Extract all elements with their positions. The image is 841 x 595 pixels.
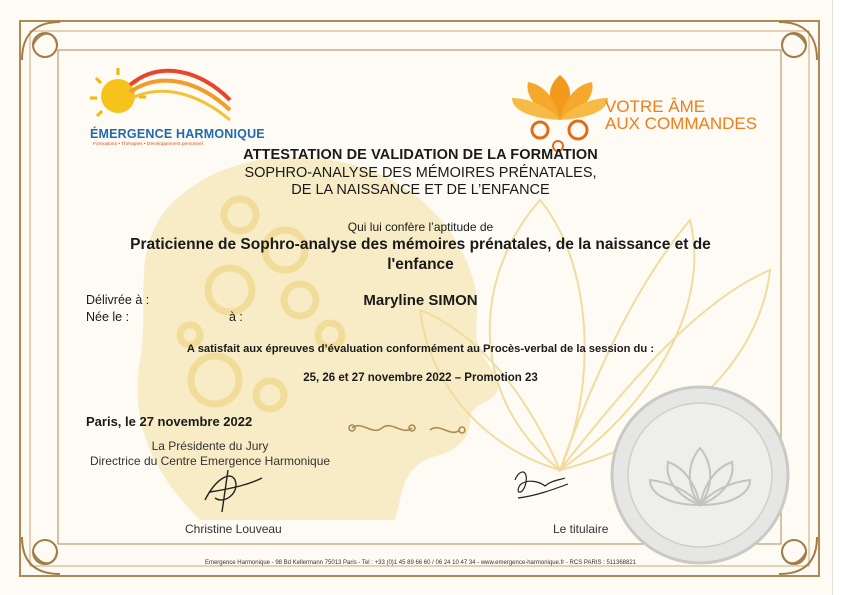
recipient-name: Maryline SIMON: [363, 292, 478, 309]
born-at-label: à :: [229, 310, 243, 324]
qualification-line1: Praticienne de Sophro-analyse des mémoires prénatales, de la naissance et de: [130, 236, 711, 253]
jury-role: Directrice du Centre Emergence Harmonique: [89, 454, 331, 468]
left-logo-name: ÉMERGENCE HARMONIQUE: [90, 127, 265, 141]
right-logo-line1: VOTRE ÂME: [605, 97, 706, 116]
holder-signature: [515, 472, 568, 498]
emergence-harmonique-logo-icon: [90, 68, 230, 120]
place-date: Paris, le 27 novembre 2022: [86, 414, 253, 429]
confers-text: Qui lui confère l’aptitude de: [347, 220, 494, 234]
left-logo-tagline: Formations • Thérapies • Développement personnel: [93, 142, 203, 147]
holder-label: Le titulaire: [553, 522, 609, 536]
jury-title: La Présidente du Jury: [151, 439, 269, 453]
votre-ame-logo-icon: [512, 75, 608, 151]
born-label: Née le :: [86, 310, 130, 324]
certificate-title: ATTESTATION DE VALIDATION DE LA FORMATION: [243, 147, 598, 163]
session-dates: 25, 26 et 27 novembre 2022 – Promotion 23: [303, 372, 538, 384]
qualification: [0, 235, 841, 275]
subtitle-line2: DE LA NAISSANCE ET DE L’ENFANCE: [291, 182, 550, 198]
subtitle-line1: SOPHRO-ANALYSE DES MÉMOIRES PRÉNATALES,: [244, 165, 597, 181]
silver-seal: [612, 387, 788, 563]
signatory-name: Christine Louveau: [185, 522, 282, 536]
jury-block: [60, 439, 360, 469]
delivered-label: Délivrée à :: [86, 293, 150, 307]
certificate-subtitle: [0, 165, 841, 199]
qualification-line2: l'enfance: [387, 256, 454, 273]
evaluation-statement: A satisfait aux épreuves d’évaluation conformément au Procès-verbal de la session du :: [186, 343, 655, 355]
right-logo-text: [605, 98, 757, 132]
right-logo-line2: AUX COMMANDES: [605, 114, 758, 133]
footer-address: Emergence Harmonique - 98 Bd Kellermann 75013 Paris - Tel : +33 (0)1 45 89 66 60 / 06 24 10 47 34 - www.emergence-harmonique.fr - RCS PARIS : 511368821: [204, 560, 637, 566]
